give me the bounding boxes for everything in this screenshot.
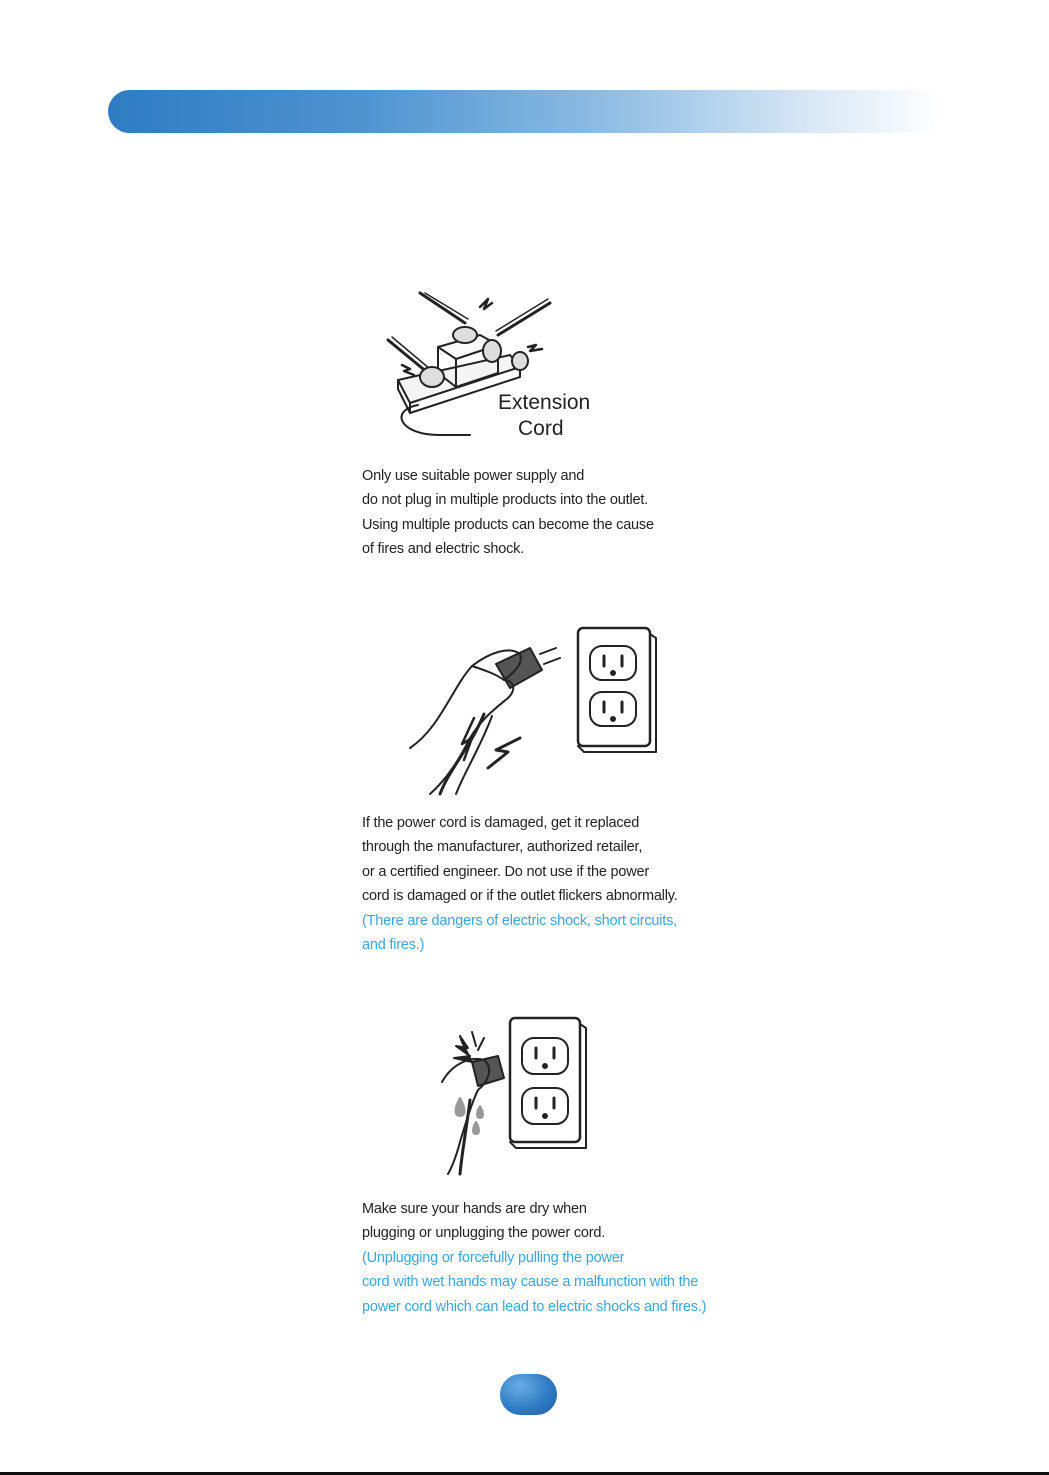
- body-line: Using multiple products can become the cause: [362, 516, 654, 533]
- illustration-label-cord: Cord: [518, 417, 564, 440]
- warning-line: (There are dangers of electric shock, short circuits,: [362, 912, 677, 929]
- body-line: do not plug in multiple products into the outlet.: [362, 492, 649, 509]
- body-line: Make sure your hands are dry when: [362, 1201, 587, 1217]
- section-3-text: [362, 1197, 782, 1319]
- body-line: plugging or unplugging the power cord.: [362, 1225, 606, 1242]
- illustration-label-extension: Extension: [498, 391, 591, 414]
- body-line: or a certified engineer. Do not use if the power: [362, 863, 650, 880]
- section-header-bar: [108, 90, 942, 133]
- warning-line: cord with wet hands may cause a malfunction with the: [362, 1274, 699, 1291]
- body-line: of fires and electric shock.: [362, 541, 525, 558]
- warning-line: (Unplugging or forcefully pulling the power: [362, 1249, 625, 1266]
- warning-line: and fires.): [362, 937, 425, 954]
- body-line: Only use suitable power supply and: [362, 468, 585, 484]
- section-1-text: [362, 464, 782, 562]
- extension-cord-overload-icon: [380, 285, 620, 445]
- body-line: cord is damaged or if the outlet flickers abnormally.: [362, 888, 678, 905]
- body-line: If the power cord is damaged, get it replaced: [362, 815, 640, 831]
- warning-line: power cord which can lead to electric shocks and fires.): [362, 1298, 707, 1315]
- body-line: through the manufacturer, authorized retailer,: [362, 839, 643, 856]
- damaged-cord-outlet-icon: [400, 618, 670, 798]
- wet-hands-plug-icon: [432, 1012, 602, 1177]
- page-number-pill: [500, 1374, 557, 1415]
- section-2-text: [362, 811, 782, 957]
